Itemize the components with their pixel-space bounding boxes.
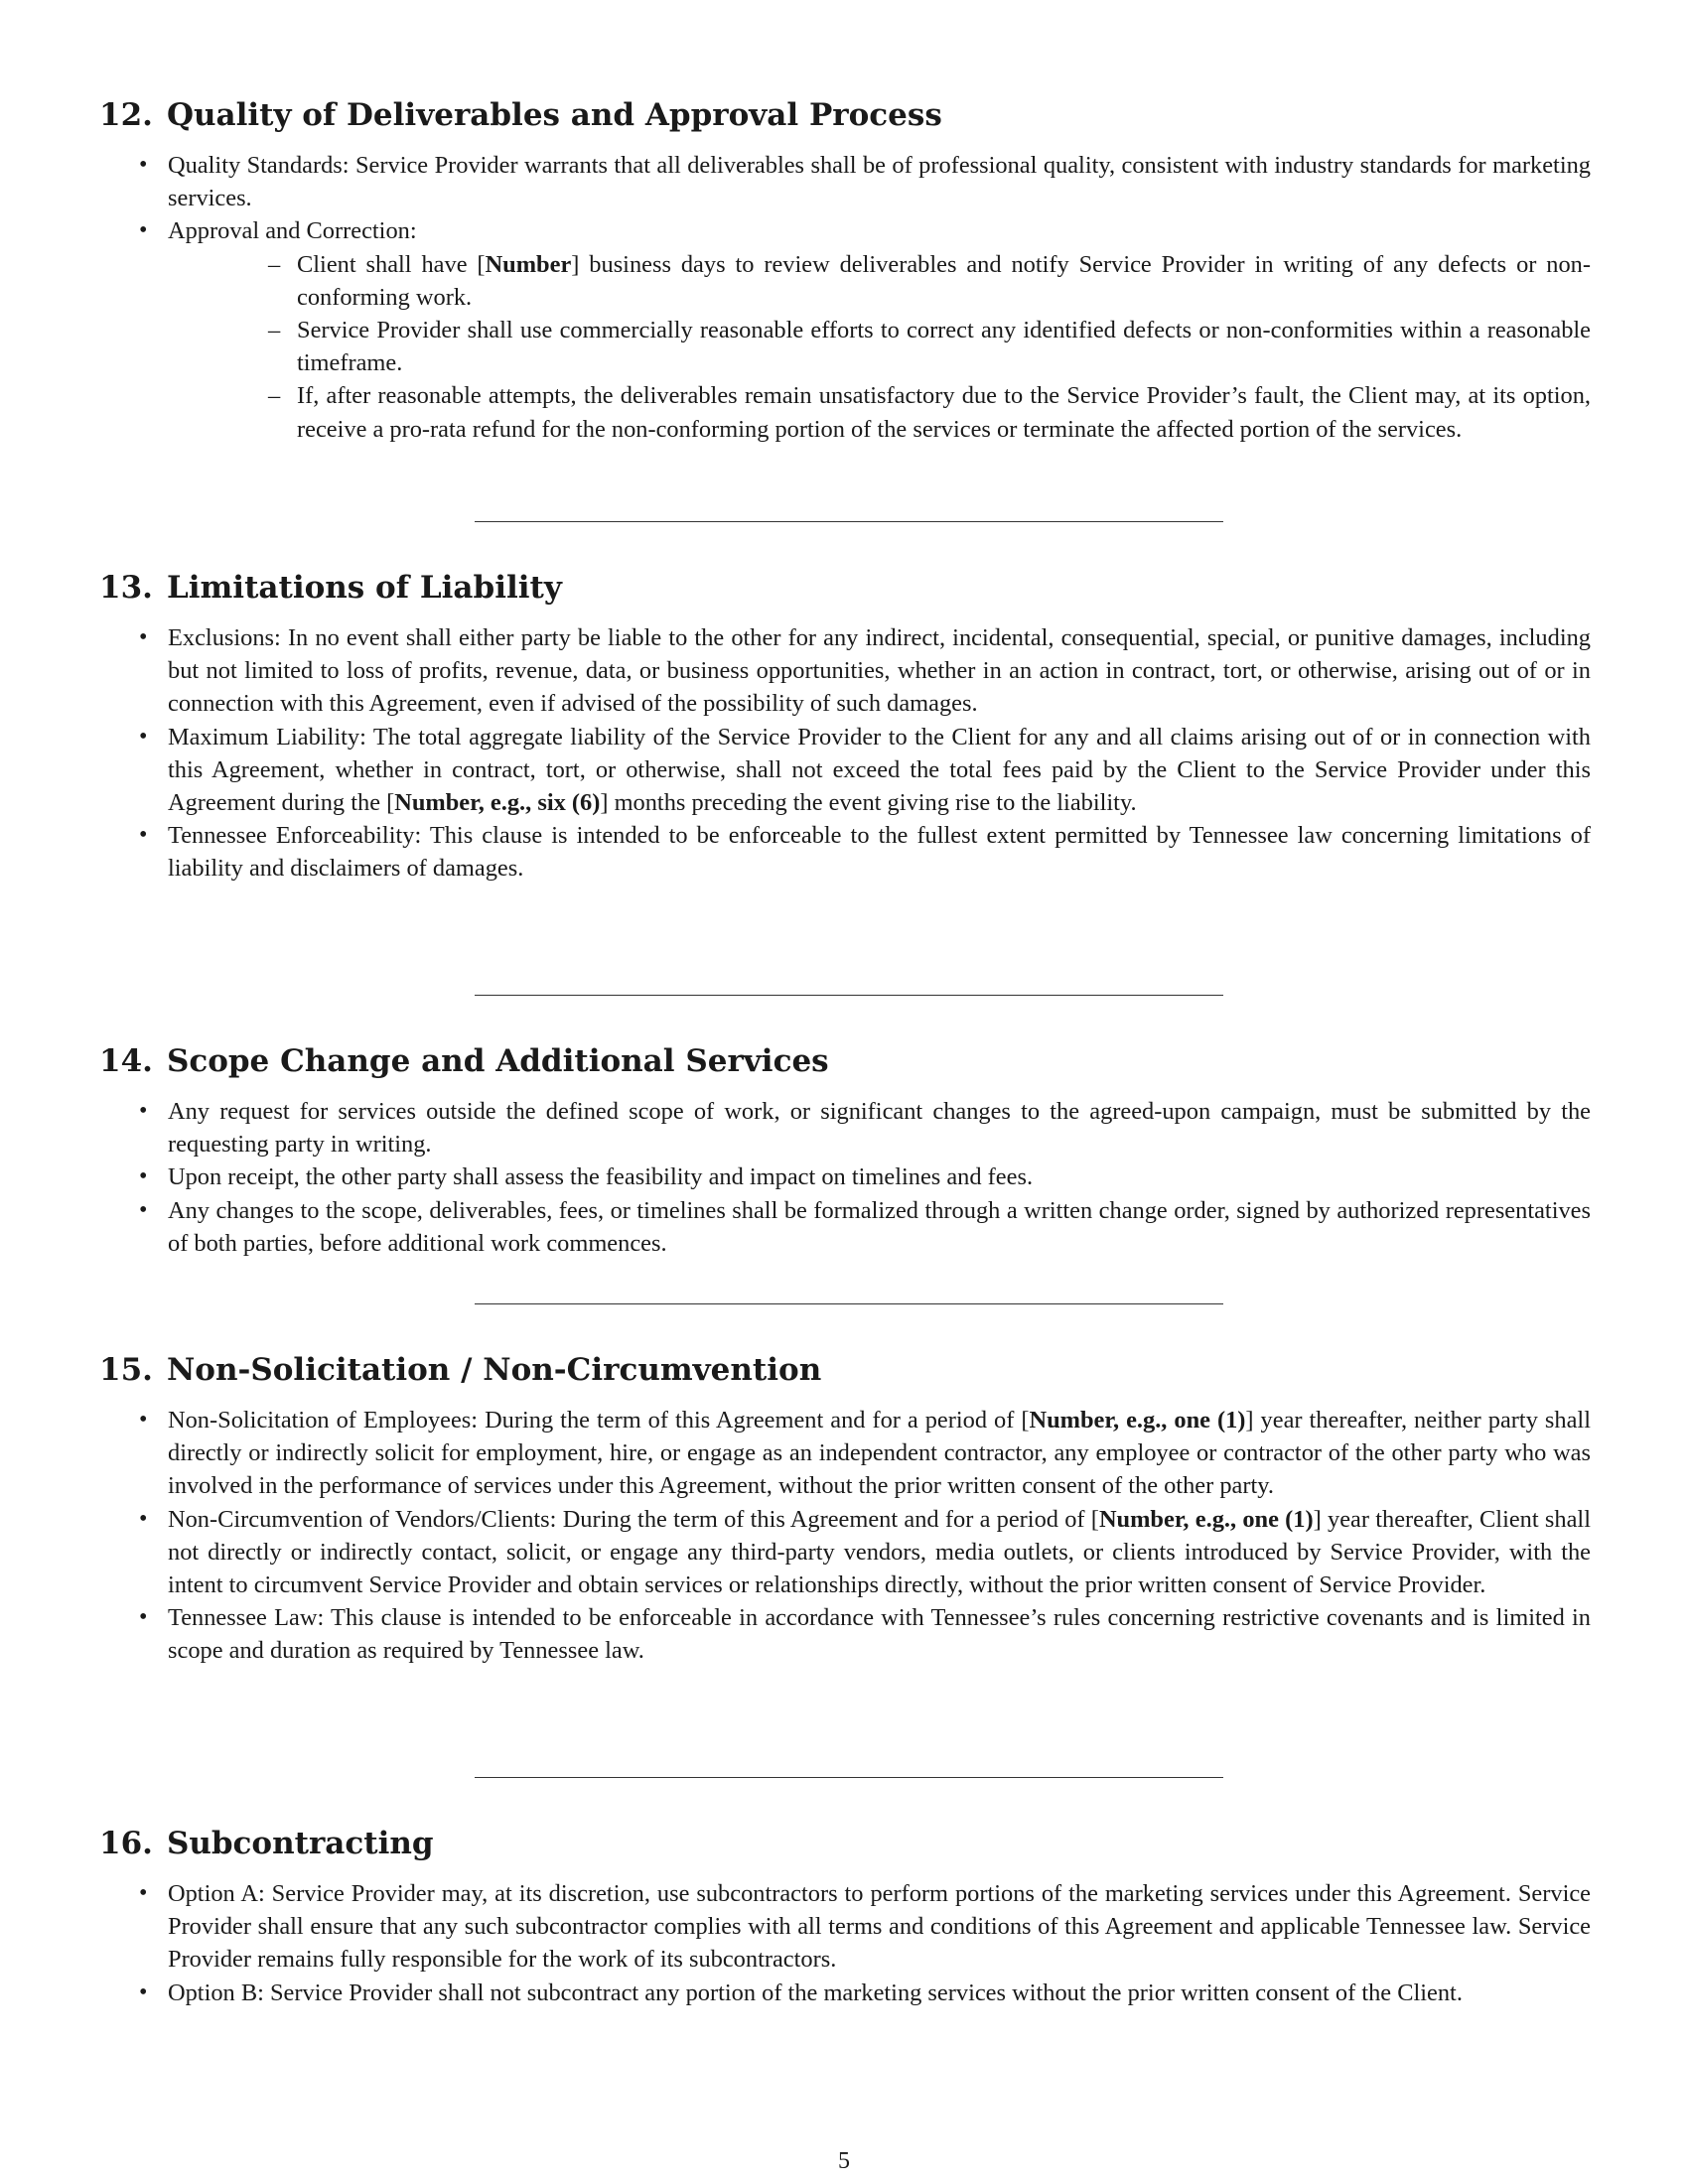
placeholder-bold: Number, e.g., one (1) xyxy=(1098,1505,1314,1533)
section-number: 15. xyxy=(99,1352,153,1388)
section-title: Limitations of Liability xyxy=(166,570,562,606)
text-run: Any request for services outside the defined scope of work, or significant changes to the agreed-upon campaign, must be submitted by the requesting party in writing. xyxy=(168,1098,1591,1159)
section-title: Quality of Deliverables and Approval Process xyxy=(166,97,942,133)
horizontal-rule xyxy=(475,521,1223,522)
section-heading xyxy=(99,568,1591,608)
bullet-list xyxy=(99,1095,1591,1260)
section-heading xyxy=(99,95,1591,135)
section-14 xyxy=(99,1041,1591,1260)
section-number: 14. xyxy=(99,1043,153,1079)
text-run: Client shall have [ xyxy=(297,250,486,278)
horizontal-rule xyxy=(475,995,1223,996)
section-heading xyxy=(99,1350,1591,1390)
section-number: 13. xyxy=(99,570,153,606)
text-run: Option A: Service Provider may, at its discretion, use subcontractors to perform portions of the marketing services under this Agreement. Service Provider shall ensure that any such subcontractor complies with all terms and conditions of this Agreement and applicable Tennessee law. Service Provider remains fully responsible for the work of its subcontractors. xyxy=(168,1880,1591,1974)
list-item xyxy=(99,1404,1591,1503)
text-run: ] year thereafter, Client shall not directly or indirectly contact, solicit, or engage any third-party vendors, media outlets, or clients introduced by Service Provider, with the intent to circumvent Service Provider and obtain services or relationships directly, without the prior written consent of Service Provider. xyxy=(168,1505,1591,1599)
text-run: Maximum Liability: The total aggregate liability of the Service Provider to the Client for any and all claims arising out of or in connection with this Agreement, whether in contract, tort, or otherwise, shall not exceed the total fees paid by the Client to the Service Provider under this Agreement during the [ xyxy=(168,723,1591,817)
section-13 xyxy=(99,568,1591,886)
section-title: Subcontracting xyxy=(166,1826,434,1861)
bullet-list xyxy=(99,621,1591,886)
bullet-list xyxy=(99,149,1591,446)
list-item xyxy=(99,1160,1591,1193)
list-item xyxy=(99,1977,1591,2009)
section-number: 16. xyxy=(99,1826,153,1861)
list-item xyxy=(99,621,1591,721)
text-run: Service Provider shall use commercially reasonable efforts to correct any identified defects or non-conformities within a reasonable timeframe. xyxy=(297,317,1591,377)
list-item xyxy=(99,1877,1591,1977)
horizontal-rule xyxy=(475,1777,1223,1778)
text-run: Any changes to the scope, deliverables, fees, or timelines shall be formalized through a written change order, signed by authorized representatives of both parties, before additional work commences. xyxy=(168,1196,1591,1257)
list-item xyxy=(99,149,1591,214)
bullet-list xyxy=(99,1877,1591,2009)
text-run: Non-Circumvention of Vendors/Clients: During the term of this Agreement and for a period of [ xyxy=(168,1505,1099,1533)
list-item xyxy=(99,1601,1591,1667)
list-item-text: Quality Standards: Service Provider warrants that all deliverables shall be of professional quality, consistent with industry standards for marketing services. xyxy=(168,152,1591,212)
section-heading xyxy=(99,1824,1591,1863)
section-12 xyxy=(99,95,1591,446)
list-item xyxy=(99,1095,1591,1160)
placeholder-bold: Number, e.g., one (1) xyxy=(1029,1407,1246,1433)
text-run: Non-Solicitation of Employees: During the term of this Agreement and for a period of [ xyxy=(168,1407,1030,1433)
list-item xyxy=(99,214,1591,445)
text-run: Exclusions: In no event shall either party be liable to the other for any indirect, incidental, consequential, special, or punitive damages, including but not limited to loss of profits, revenue, data, or business opportunities, whether in an action in contract, tort, or otherwise, arising out of or in connection with this Agreement, even if advised of the possibility of such damages. xyxy=(168,624,1591,718)
text-run: Tennessee Enforceability: This clause is intended to be enforceable to the fullest extent permitted by Tennessee law concerning limitations of liability and disclaimers of damages. xyxy=(168,822,1591,883)
section-title: Scope Change and Additional Services xyxy=(166,1043,829,1079)
page-number: 5 xyxy=(838,2148,850,2174)
section-number: 12. xyxy=(99,97,153,133)
list-item-text: Approval and Correction: xyxy=(168,217,417,245)
text-run: Tennessee Law: This clause is intended to be enforceable in accordance with Tennessee’s rules concerning restrictive covenants and is limited in scope and duration as required by Tennessee law. xyxy=(168,1604,1591,1665)
list-item xyxy=(99,819,1591,885)
sub-list-item xyxy=(168,379,1591,445)
text-run: ] year thereafter, neither party shall directly or indirectly solicit for employment, hire, or engage as an independent contractor, any employee or contractor of the other party who was involved in the performance of services under this Agreement, without the prior written consent of the other party. xyxy=(168,1407,1591,1500)
text-run: Option B: Service Provider shall not subcontract any portion of the marketing services without the prior written consent of the Client. xyxy=(168,1979,1463,2006)
sub-list xyxy=(168,248,1591,446)
text-run: ] business days to review deliverables and notify Service Provider in writing of any defects or non-conforming work. xyxy=(297,250,1591,311)
section-heading xyxy=(99,1041,1591,1081)
placeholder-bold: Number xyxy=(485,250,572,278)
list-item xyxy=(99,1194,1591,1260)
bullet-list xyxy=(99,1404,1591,1668)
text-run: Upon receipt, the other party shall assess the feasibility and impact on timelines and fees. xyxy=(168,1163,1034,1191)
sub-list-item xyxy=(168,248,1591,314)
text-run: ] months preceding the event giving rise to the liability. xyxy=(600,789,1137,817)
text-run: If, after reasonable attempts, the deliverables remain unsatisfactory due to the Service Provider’s fault, the Client may, at its option, receive a pro-rata refund for the non-conforming portion of the services or terminate the affected portion of the services. xyxy=(297,382,1591,443)
sub-list-item xyxy=(168,314,1591,379)
placeholder-bold: Number, e.g., six (6) xyxy=(394,789,601,817)
section-title: Non-Solicitation / Non-Circumvention xyxy=(166,1352,822,1388)
section-16 xyxy=(99,1824,1591,2009)
horizontal-rule xyxy=(475,1303,1223,1304)
section-15 xyxy=(99,1350,1591,1668)
list-item xyxy=(99,1503,1591,1602)
list-item xyxy=(99,721,1591,820)
